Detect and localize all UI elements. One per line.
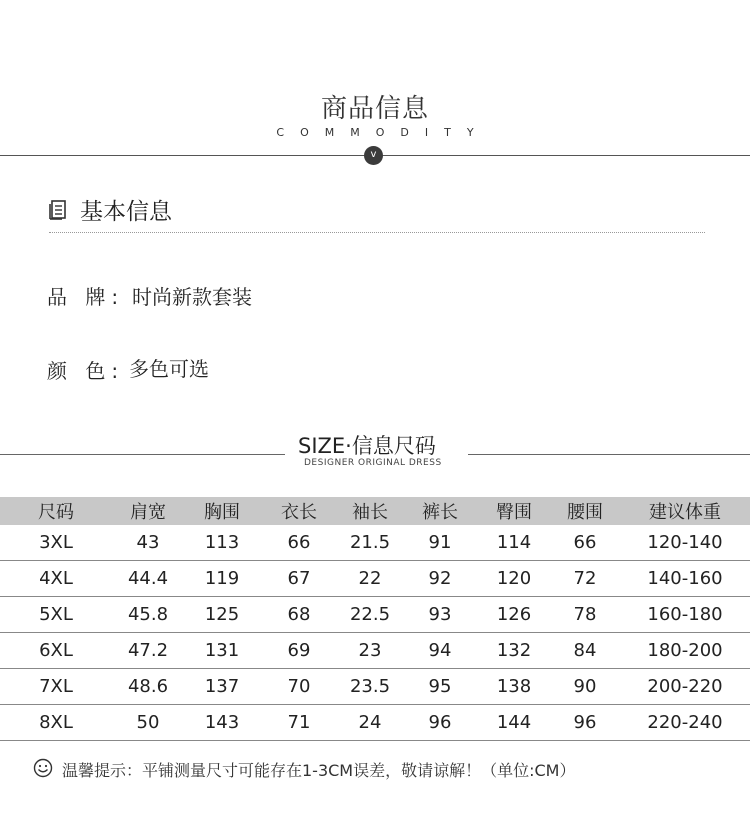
table-cell: 23.5: [338, 669, 402, 705]
table-cell: 120-140: [620, 525, 750, 561]
table-cell: 131: [184, 633, 260, 669]
table-cell: 45.8: [112, 597, 184, 633]
brand-label: 品 牌:: [47, 285, 125, 309]
table-cell: 93: [402, 597, 478, 633]
column-header: 建议体重: [620, 497, 750, 525]
tip-text: 温馨提示：平铺测量尺寸可能存在1-3CM误差，敬请谅解！（单位:CM）: [62, 761, 576, 780]
table-cell: 70: [260, 669, 338, 705]
table-cell: 113: [184, 525, 260, 561]
table-cell: 140-160: [620, 561, 750, 597]
table-row: [0, 561, 750, 597]
table-cell: 22: [338, 561, 402, 597]
column-header: 裤长: [402, 497, 478, 525]
table-row: [0, 633, 750, 669]
size-section-subtitle: DESIGNER ORIGINAL DRESS: [304, 458, 442, 468]
table-cell: 160-180: [620, 597, 750, 633]
page-title: 商品信息: [320, 94, 429, 124]
column-header: 袖长: [338, 497, 402, 525]
section-title: 基本信息: [80, 199, 172, 225]
table-cell: 6XL: [0, 633, 112, 669]
table-cell: 78: [550, 597, 620, 633]
table-cell: 92: [402, 561, 478, 597]
table-cell: 132: [478, 633, 550, 669]
table-cell: 69: [260, 633, 338, 669]
divider: [0, 454, 285, 455]
table-cell: 3XL: [0, 525, 112, 561]
table-cell: 7XL: [0, 669, 112, 705]
table-row: [0, 525, 750, 561]
brand-value: 时尚新款套装: [132, 285, 252, 309]
column-header: 腰围: [550, 497, 620, 525]
dotted-divider: [49, 232, 705, 233]
table-cell: 67: [260, 561, 338, 597]
table-cell: 90: [550, 669, 620, 705]
table-cell: 66: [260, 525, 338, 561]
column-header: 衣长: [260, 497, 338, 525]
table-cell: 138: [478, 669, 550, 705]
table-cell: 143: [184, 705, 260, 741]
table-cell: 91: [402, 525, 478, 561]
table-cell: 114: [478, 525, 550, 561]
table-cell: 68: [260, 597, 338, 633]
table-cell: 44.4: [112, 561, 184, 597]
table-cell: 5XL: [0, 597, 112, 633]
table-cell: 96: [402, 705, 478, 741]
size-section-title: SIZE·信息尺码: [298, 434, 436, 458]
size-table: [0, 497, 750, 741]
table-cell: 24: [338, 705, 402, 741]
table-row: [0, 669, 750, 705]
table-cell: 137: [184, 669, 260, 705]
page-subtitle: COMMODITY: [276, 126, 490, 139]
table-cell: 72: [550, 561, 620, 597]
table-header-row: [0, 497, 750, 525]
chevron-down-icon: v: [364, 146, 383, 165]
document-icon: [49, 200, 67, 220]
column-header: 尺码: [0, 497, 112, 525]
table-cell: 144: [478, 705, 550, 741]
table-row: [0, 597, 750, 633]
color-label: 颜 色:: [47, 359, 125, 383]
table-cell: 84: [550, 633, 620, 669]
table-cell: 96: [550, 705, 620, 741]
color-value: 多色可选: [129, 357, 209, 381]
table-cell: 94: [402, 633, 478, 669]
table-cell: 4XL: [0, 561, 112, 597]
divider: [468, 454, 750, 455]
table-cell: 119: [184, 561, 260, 597]
table-cell: 23: [338, 633, 402, 669]
table-cell: 48.6: [112, 669, 184, 705]
table-row: [0, 705, 750, 741]
table-cell: 120: [478, 561, 550, 597]
table-cell: 21.5: [338, 525, 402, 561]
table-cell: 200-220: [620, 669, 750, 705]
table-cell: 125: [184, 597, 260, 633]
table-cell: 126: [478, 597, 550, 633]
table-cell: 180-200: [620, 633, 750, 669]
table-cell: 220-240: [620, 705, 750, 741]
column-header: 臀围: [478, 497, 550, 525]
table-cell: 43: [112, 525, 184, 561]
table-cell: 71: [260, 705, 338, 741]
table-cell: 47.2: [112, 633, 184, 669]
table-cell: 66: [550, 525, 620, 561]
column-header: 胸围: [184, 497, 260, 525]
table-cell: 8XL: [0, 705, 112, 741]
column-header: 肩宽: [112, 497, 184, 525]
table-cell: 95: [402, 669, 478, 705]
table-cell: 22.5: [338, 597, 402, 633]
table-cell: 50: [112, 705, 184, 741]
smiley-icon: [33, 758, 53, 778]
